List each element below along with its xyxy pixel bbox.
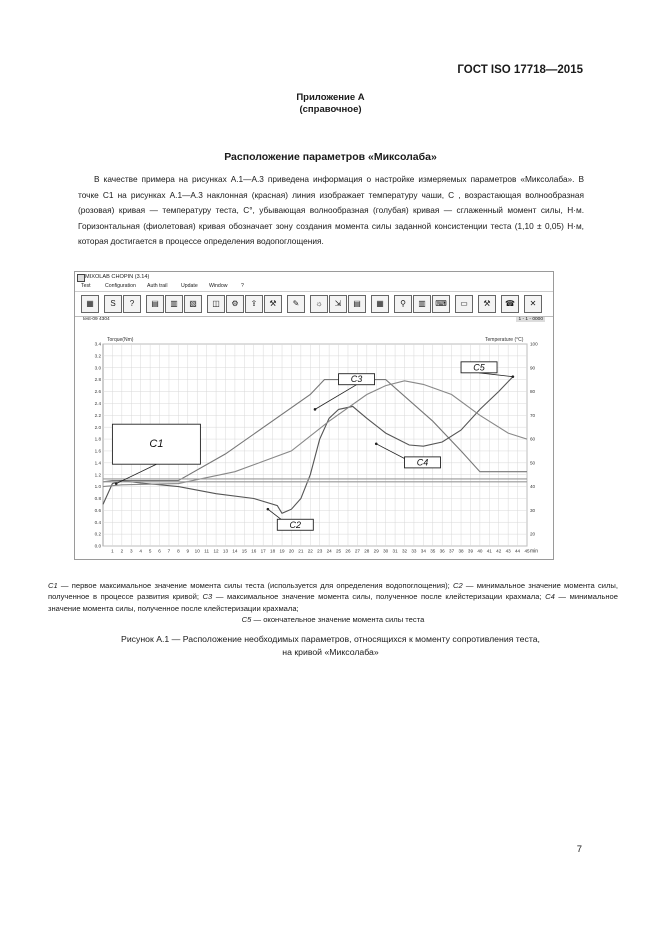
- list-icon[interactable]: ▤: [348, 295, 366, 313]
- x-tick-label: 29: [373, 548, 379, 554]
- left-tick-label: 2.4: [94, 401, 101, 407]
- x-tick-label: 1: [111, 548, 114, 554]
- open-icon[interactable]: ⇲: [329, 295, 347, 313]
- report-icon[interactable]: ▦: [371, 295, 389, 313]
- x-tick-label: 22: [307, 548, 313, 554]
- new-icon[interactable]: ▦: [81, 295, 99, 313]
- right-tick-label: 100: [530, 341, 538, 347]
- info-icon[interactable]: ?: [123, 295, 141, 313]
- x-tick-label: 8: [177, 548, 180, 554]
- x-tick-label: 4: [139, 548, 142, 554]
- phone-icon[interactable]: ☎: [501, 295, 519, 313]
- callout-marker: [512, 375, 515, 378]
- left-tick-label: 0.8: [94, 496, 101, 502]
- x-tick-label: 26: [345, 548, 351, 554]
- window-titlebar: [75, 272, 553, 282]
- mixolab-chart: [75, 324, 553, 558]
- x-tick-label: 35: [430, 548, 436, 554]
- menu-configuration[interactable]: Configuration: [105, 283, 136, 289]
- right-tick-label: 20: [530, 531, 536, 537]
- x-tick-label: 3: [129, 548, 133, 554]
- x-tick-label: 32: [401, 548, 408, 554]
- callout-marker: [375, 443, 378, 446]
- legend-c4-text: — минимальное значение момента силы, полученное после клейстеризации крахмала;: [48, 592, 618, 613]
- x-tick-label: 40: [477, 548, 483, 554]
- legend-c3-text: — максимальное значение момента силы, полученное после клейстеризации крахмала;: [212, 592, 546, 602]
- callout-label: C2: [289, 519, 302, 530]
- annex-title: Приложение А: [296, 92, 365, 103]
- left-tick-label: 0.6: [94, 507, 101, 513]
- x-tick-label: 18: [270, 548, 276, 554]
- legend-c1: С1: [48, 581, 58, 590]
- x-tick-label: 30: [383, 548, 389, 554]
- left-tick-label: 2.0: [94, 424, 101, 430]
- annex-heading: [0, 92, 661, 116]
- left-tick-label: 3.0: [94, 365, 101, 371]
- x-tick-label: 15: [241, 548, 247, 554]
- x-tick-label: 14: [232, 548, 238, 554]
- menu-bar: [75, 282, 553, 291]
- x-tick-label: 42: [496, 548, 502, 554]
- x-tick-label: 13: [222, 548, 229, 554]
- window-title: MIXOLAB CHOPIN (3.14): [85, 274, 150, 280]
- keyboard-icon[interactable]: ⌨: [432, 295, 450, 313]
- legend-c5-line: [48, 614, 618, 625]
- left-tick-label: 2.8: [94, 377, 101, 383]
- left-axis-label: Torque(Nm): [107, 337, 134, 343]
- left-tick-label: 2.2: [94, 412, 101, 418]
- standard-code: ГОСТ ISO 17718—2015: [457, 64, 583, 76]
- tools-icon[interactable]: ⚒: [478, 295, 496, 313]
- bulb-icon[interactable]: ☼: [310, 295, 328, 313]
- graph-badge: 1 - 1 - 0000: [518, 317, 543, 322]
- page-number: 7: [576, 844, 582, 855]
- legend-c1-text: — первое максимальное значение момента силы теста (используется для определения водопоглощения);: [57, 581, 453, 590]
- x-tick-label: 33: [411, 548, 417, 554]
- x-tick-label: 6: [158, 548, 161, 554]
- app-icon: [77, 274, 85, 282]
- pen-icon[interactable]: ✎: [287, 295, 305, 313]
- legend-c5-text: — окончательное значение момента силы теста: [251, 615, 425, 625]
- x-tick-label: 39: [467, 548, 474, 554]
- left-tick-label: 3.2: [94, 353, 101, 359]
- x-tick-label: 27: [354, 548, 360, 554]
- left-tick-label: 1.2: [94, 472, 101, 478]
- export-icon[interactable]: ⇪: [245, 295, 263, 313]
- right-tick-label: 80: [530, 389, 536, 395]
- figure-caption: [0, 633, 661, 659]
- x-tick-label: 44: [515, 548, 521, 554]
- x-tick-label: 45: [524, 548, 530, 554]
- callout-label: C5: [473, 362, 485, 373]
- right-tick-label: 60: [530, 436, 536, 442]
- legend-c2-text: — минимальное значение момента силы, полученное в процессе развития кривой;: [48, 581, 618, 602]
- menu-auth-trail[interactable]: Auth trail: [147, 283, 168, 289]
- document-icon[interactable]: ▤: [146, 295, 164, 313]
- x-tick-label: 25: [335, 548, 342, 554]
- x-tick-label: 41: [486, 548, 492, 554]
- x-tick-label: 23: [317, 548, 323, 554]
- x-tick-label: 16: [251, 548, 257, 554]
- mixolab-screenshot: [74, 271, 554, 560]
- right-tick-label: 90: [530, 365, 536, 371]
- x-tick-label: 43: [505, 548, 511, 554]
- callout-marker: [314, 408, 317, 411]
- x-tick-label: 10: [194, 548, 200, 554]
- x-tick-label: 5: [148, 548, 152, 554]
- callouts: [112, 362, 514, 530]
- callout-marker: [115, 482, 118, 485]
- settings-icon[interactable]: ⚒: [264, 295, 282, 313]
- x-tick-label: 19: [279, 548, 285, 554]
- menu-window[interactable]: Window: [209, 283, 228, 289]
- annex-status: (справочное): [299, 104, 362, 115]
- callout-label: C1: [149, 438, 164, 451]
- x-tick-label: 17: [260, 548, 266, 554]
- left-tick-label: 2.6: [94, 389, 101, 395]
- left-tick-label: 1.4: [94, 460, 101, 466]
- left-tick-label: 1.8: [94, 436, 101, 442]
- intro-paragraph: В качестве примера на рисунках А.1—А.3 приведена информация о настройке измеряемых параметров «Миксолаба». В точке С1 на рисунках А.1—А.3 наклонная (красная) линия изображает температуру чаши, С , возрастающая волнообразная (розовая) кривая — температуру теста, С°, убывающая волнообразная (голубая) кривая — сглаженный момент силы, Н·м. Горизонтальная (фиолетовая) кривая обозначает зону создания момента силы заданной консистенции теста (1,10 ± 0,05) Н·м, которая достигается в процессе определения водопоглощения.: [78, 174, 584, 247]
- figure-legend: [48, 580, 618, 626]
- legend-c3: С3: [202, 592, 213, 602]
- menu-update[interactable]: Update: [181, 283, 198, 289]
- right-axis-label: Temperature (°C): [485, 337, 524, 343]
- x-tick-label: 28: [364, 548, 370, 554]
- x-tick-label: 31: [392, 548, 398, 554]
- x-tick-label: 12: [213, 548, 219, 554]
- x-tick-label: 21: [298, 548, 304, 554]
- menu-test[interactable]: Test: [81, 283, 91, 289]
- right-tick-label: 50: [530, 460, 536, 466]
- x-tick-label: 9: [186, 548, 190, 554]
- left-tick-label: 0.0: [94, 543, 101, 549]
- left-tick-label: 3.4: [94, 341, 101, 347]
- zoom-icon[interactable]: ⚲: [394, 295, 412, 313]
- chart-icon[interactable]: ▥: [413, 295, 431, 313]
- graph-title: test-09 4304: [83, 317, 110, 322]
- x-tick-label: 34: [420, 548, 426, 554]
- left-tick-label: 0.2: [94, 531, 101, 537]
- toolbar: [75, 291, 553, 317]
- x-tick-label: 38: [458, 548, 464, 554]
- x-tick-label: 20: [288, 548, 295, 554]
- s-icon[interactable]: S: [104, 295, 122, 313]
- legend-c2: С2: [452, 581, 463, 590]
- x-unit-label: min: [530, 548, 539, 555]
- callout-leader: [479, 373, 513, 377]
- table-icon[interactable]: ▭: [455, 295, 473, 313]
- close-icon[interactable]: ✕: [524, 295, 542, 313]
- caption-line-1: Рисунок А.1 — Расположение необходимых параметров, относящихся к моменту сопротивления теста,: [121, 634, 540, 644]
- callout-marker: [267, 508, 270, 511]
- x-tick-label: 37: [449, 548, 455, 554]
- left-tick-label: 0.4: [94, 519, 101, 525]
- view-icon[interactable]: ◫: [207, 295, 225, 313]
- callout-label: C3: [350, 374, 363, 385]
- x-tick-label: 2: [120, 548, 124, 554]
- menu-help[interactable]: ?: [241, 283, 244, 289]
- x-tick-label: 36: [439, 548, 445, 554]
- callout-label: C4: [416, 457, 429, 468]
- right-tick-label: 70: [530, 412, 536, 418]
- gear-icon[interactable]: ⚙: [226, 295, 244, 313]
- x-tick-label: 7: [167, 548, 171, 554]
- legend-c4: С4: [545, 592, 555, 602]
- caption-line-2: на кривой «Миксолаба»: [282, 647, 379, 657]
- printer-icon[interactable]: ▧: [184, 295, 202, 313]
- x-tick-label: 24: [326, 548, 332, 554]
- left-tick-label: 1.0: [94, 484, 101, 490]
- legend-c5: С5: [241, 615, 252, 625]
- x-tick-label: 11: [204, 548, 210, 554]
- left-tick-label: 1.6: [94, 448, 101, 454]
- folder-icon[interactable]: ▥: [165, 295, 183, 313]
- right-tick-label: 40: [530, 484, 536, 490]
- section-heading: Расположение параметров «Миксолаба»: [224, 151, 437, 163]
- right-tick-label: 30: [530, 507, 536, 513]
